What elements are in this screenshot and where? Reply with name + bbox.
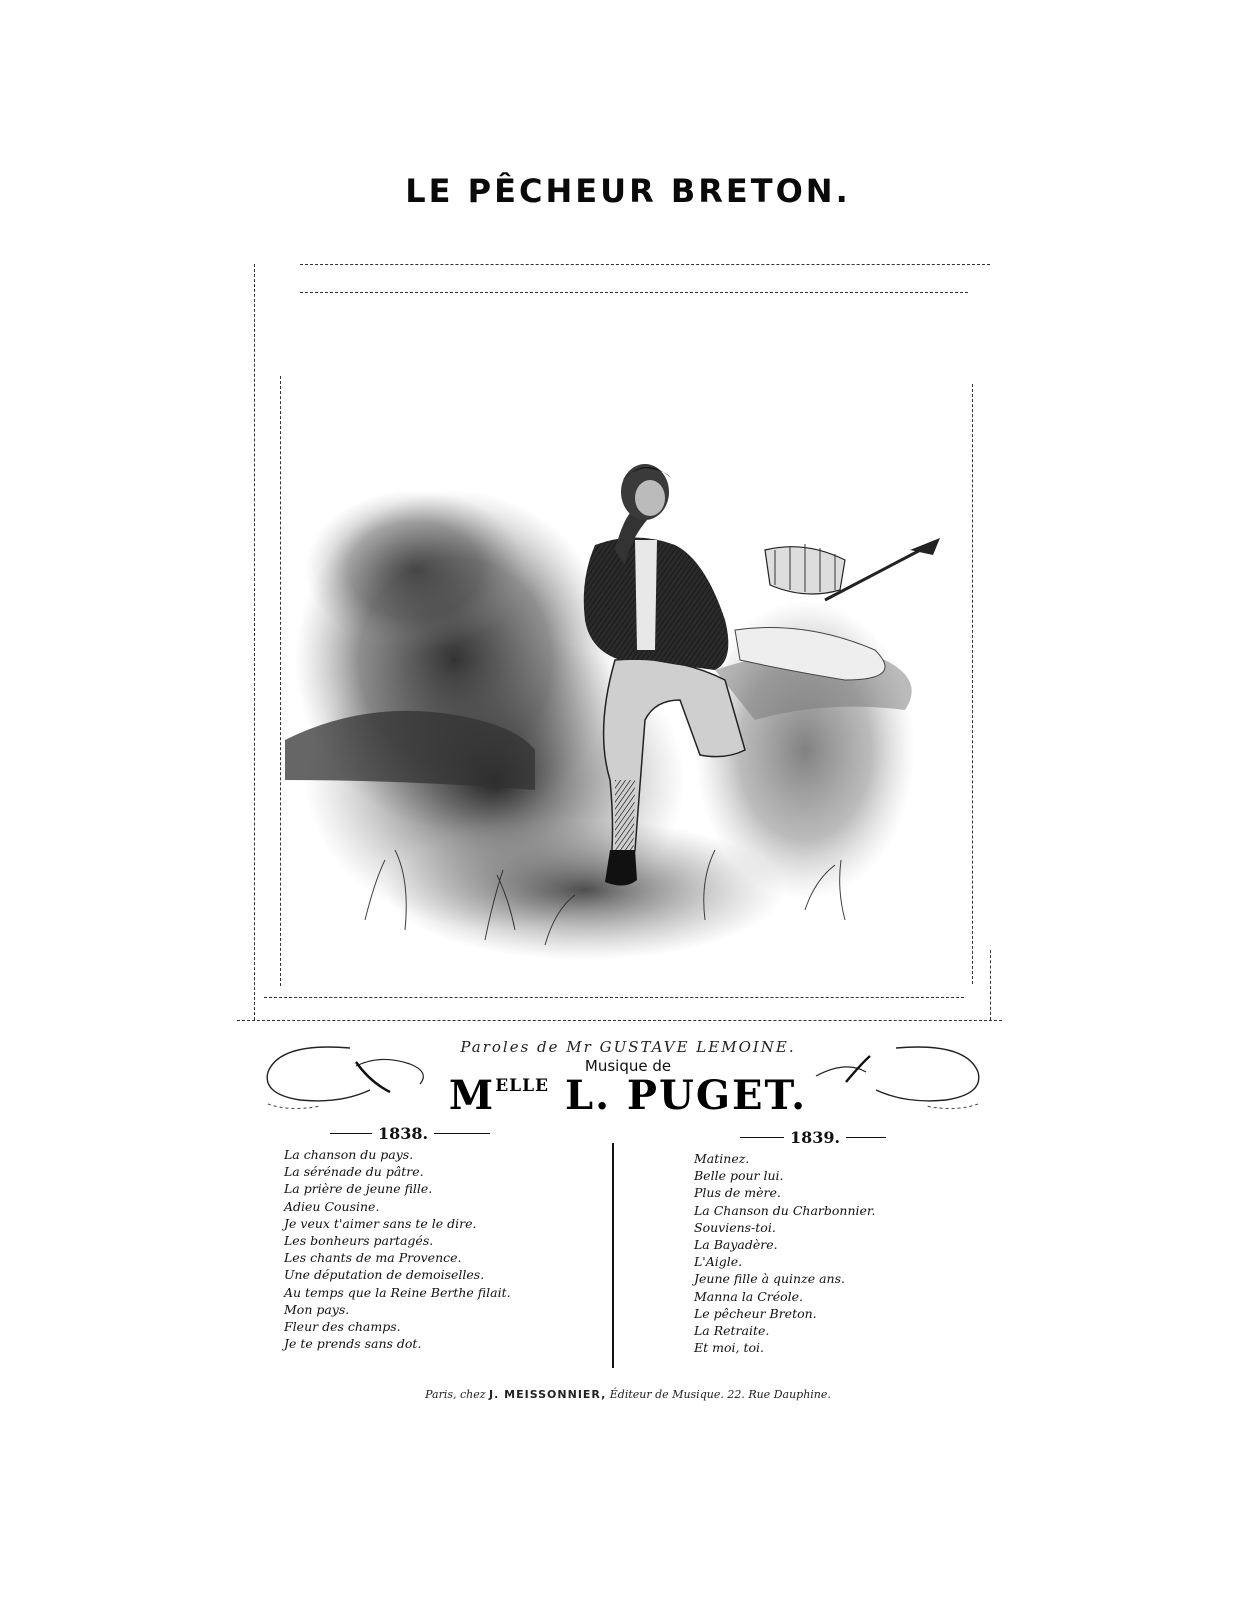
left-flourish-ornament — [260, 1042, 450, 1114]
lyricist-credit: Paroles de Mr GUSTAVE LEMOINE. — [460, 1038, 796, 1056]
list-item: Une députation de demoiselles. — [284, 1267, 485, 1283]
year-1838-label: 1838. — [378, 1124, 429, 1143]
publisher-prefix: Paris, chez — [425, 1388, 486, 1401]
list-item: Belle pour lui. — [694, 1168, 784, 1184]
composer-surname: L. PUGET. — [564, 1072, 808, 1119]
list-item: La Bayadère. — [694, 1237, 778, 1253]
fisherman-engraving — [285, 450, 945, 980]
right-flourish-ornament — [806, 1042, 986, 1114]
catalog-1838-heading — [330, 1124, 490, 1143]
publisher-name: J. MEISSONNIER, — [489, 1388, 607, 1401]
composer-title-sup: ELLE — [495, 1076, 550, 1096]
list-item: Mon pays. — [284, 1301, 350, 1317]
list-item: Je veux t'aimer sans te le dire. — [284, 1215, 477, 1231]
catalog-1838-list — [284, 1146, 511, 1352]
catalog-1839-list — [694, 1150, 875, 1356]
page-title: LE PÊCHEUR BRETON. — [405, 172, 851, 210]
catalog-1839-heading — [740, 1128, 886, 1147]
list-item: Les bonheurs partagés. — [284, 1233, 434, 1249]
list-item: Jeune fille à quinze ans. — [694, 1271, 845, 1287]
list-item: Adieu Cousine. — [284, 1198, 380, 1214]
publisher-address: Éditeur de Musique. 22. Rue Dauphine. — [609, 1388, 831, 1401]
list-item: Matinez. — [694, 1151, 750, 1166]
list-item: L'Aigle. — [694, 1254, 743, 1270]
year-1839-label: 1839. — [790, 1128, 841, 1147]
list-item: La chanson du pays. — [284, 1147, 414, 1162]
list-item: La prière de jeune fille. — [284, 1181, 433, 1197]
list-item: Et moi, toi. — [694, 1340, 764, 1356]
list-item: La Chanson du Charbonnier. — [694, 1202, 876, 1218]
list-item: Les chants de ma Provence. — [284, 1250, 462, 1266]
publisher-imprint — [0, 1388, 1256, 1401]
music-by-label: Musique de — [584, 1057, 672, 1075]
list-item: Plus de mère. — [694, 1185, 781, 1201]
list-item: Je te prends sans dot. — [284, 1336, 422, 1352]
list-item: Souviens-toi. — [694, 1219, 776, 1235]
composer-prefix: M — [448, 1072, 496, 1119]
list-item: Fleur des champs. — [284, 1319, 401, 1335]
column-divider — [612, 1143, 614, 1368]
list-item: Le pêcheur Breton. — [694, 1305, 817, 1321]
list-item: La Retraite. — [694, 1323, 770, 1339]
list-item: La sérénade du pâtre. — [284, 1164, 424, 1180]
list-item: Manna la Créole. — [694, 1288, 804, 1304]
list-item: Au temps que la Reine Berthe filait. — [284, 1284, 511, 1300]
composer-name — [0, 1072, 1256, 1119]
